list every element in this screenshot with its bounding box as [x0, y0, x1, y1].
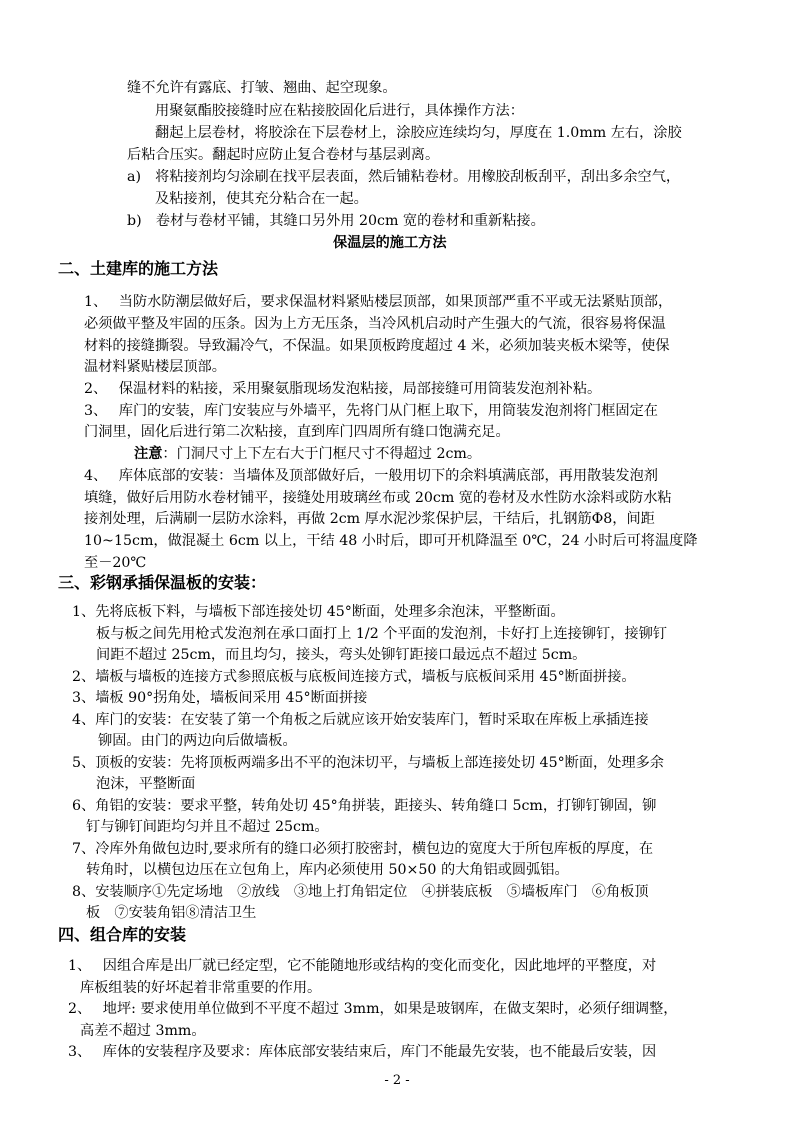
text-line: a) 将粘接剂均匀涂刷在找平层表面，然后铺粘卷材。用橡胶刮板刮平，刮出多余空气，: [127, 169, 681, 185]
text-line: 填缝，做好后用防水卷材铺平，接缝处用玻璃丝布或 20cm 宽的卷材及水性防水涂料或防水粘: [84, 490, 672, 506]
note-line: [134, 444, 481, 464]
text-line: 接剂处理，后满刷一层防水涂料，再做 2cm 厚水泥沙浆保护层，干结后，扎钢筋Φ8，间距: [84, 511, 655, 527]
text-line: 4、 库体底部的安装：当墙体及顶部做好后，一般用切下的余料填满底部，再用散装发泡剂: [84, 468, 658, 484]
note-text: ：门洞尺寸上下左右大于门框尺寸不得超过 2cm。: [162, 446, 482, 462]
text-line: 1、 因组合库是出厂就已经定型，它不能随地形或结构的变化而变化，因此地坪的平整度，对: [68, 958, 657, 974]
text-line: 铆固。由门的两边向后做墙板。: [98, 733, 297, 749]
text-line: 3、 库体的安装程序及要求：库体底部安装结束后，库门不能最先安装，也不能最后安装，因: [68, 1044, 657, 1060]
note-label: 注意: [134, 446, 163, 462]
text-line: 门洞里，固化后进行第二次粘接，直到库门四周所有缝口饱满充足。: [84, 424, 510, 440]
text-line: 间距不超过 25cm，而且均匀，接头，弯头处铆钉距接口最远点不超过 5cm。: [96, 647, 587, 663]
page-number: - 2 -: [384, 1073, 410, 1088]
text-line: 3、墙板 90°拐角处，墙板间采用 45°断面拼接: [72, 690, 368, 706]
text-line: 5、顶板的安装：先将顶板两端多出不平的泡沫切平，与墙板上部连接处切 45°断面，处理多余: [72, 755, 664, 771]
section-heading: 二、土建库的施工方法: [58, 259, 219, 278]
text-line: 1、 当防水防潮层做好后，要求保温材料紧贴楼层顶部，如果顶部严重不平或无法紧贴顶部，: [84, 294, 673, 310]
text-line: 转角时，以横包边压在立包角上，库内必须使用 50×50 的大角铝或圆弧铝。: [86, 862, 569, 878]
text-line: 翻起上层卷材，将胶涂在下层卷材上，涂胶应连续均匀，厚度在 1.0mm 左右，涂胶: [155, 125, 682, 141]
text-line: 后粘合压实。翻起时应防止复合卷材与基层剥离。: [127, 147, 440, 163]
section-heading: 三、彩钢承插保温板的安装：: [58, 573, 267, 592]
text-line: 至－20℃: [84, 555, 147, 571]
text-line: 3、 库门的安装，库门安装应与外墙平，先将门从门框上取下，用筒装发泡剂将门框固定在: [84, 403, 658, 419]
text-line: 2、 地坪: 要求使用单位做到不平度不超过 3mm，如果是玻钢库，在做支架时，必须仔细调整，: [68, 1001, 678, 1017]
text-line: 1、先将底板下料，与墙板下部连接处切 45°断面，处理多余泡沫，平整断面。: [72, 604, 565, 620]
text-line: 及粘接剂，使其充分粘合在一起。: [155, 191, 368, 207]
text-line: 钉与铆钉间距均匀并且不超过 25cm。: [86, 819, 329, 835]
text-line: 10~15cm，做混凝土 6cm 以上，干结 48 小时后，即可开机降温至 0℃，24 小时后可将温度降: [84, 533, 698, 549]
subtitle: 保温层的施工方法: [333, 235, 447, 251]
text-line: 2、墙板与墙板的连接方式参照底板与底板间连接方式，墙板与底板间采用 45°断面拼接。: [72, 669, 636, 685]
text-line: 4、库门的安装：在安装了第一个角板之后就应该开始安装库门，暂时采取在库板上承插连接: [72, 712, 649, 728]
text-line: 板与板之间先用枪式发泡剂在承口面打上 1/2 个平面的发泡剂，卡好打上连接铆钉，接铆钉: [96, 626, 667, 642]
text-line: 板 ⑦安装角铝⑧清洁卫生: [86, 905, 257, 921]
text-line: 温材料紧贴楼层顶部。: [84, 359, 226, 375]
text-line: b) 卷材与卷材平铺，其缝口另外用 20cm 宽的卷材和重新粘接。: [127, 213, 545, 229]
text-line: 8、安装顺序①先定场地 ②放线 ③地上打角铝定位 ④拼装底板 ⑤墙板库门 ⑥角板顶: [72, 884, 649, 900]
text-line: 缝不允许有露底、打皱、翘曲、起空现象。: [127, 80, 397, 96]
text-line: 2、 保温材料的粘接，采用聚氨脂现场发泡粘接，局部接缝可用筒装发泡剂补粘。: [84, 381, 602, 397]
text-line: 必须做平整及牢固的压条。因为上方无压条，当冷风机启动时产生强大的气流，很容易将保温: [84, 316, 666, 332]
text-line: 材料的接缝撕裂。导致漏冷气，不保温。如果顶板跨度超过 4 米，必须加装夹板木梁等，使保: [84, 338, 670, 354]
text-line: 用聚氨酯胶接缝时应在粘接胶固化后进行，具体操作方法：: [155, 103, 524, 119]
text-line: 库板组装的好坏起着非常重要的作用。: [80, 980, 322, 996]
text-line: 泡沫，平整断面: [96, 776, 196, 792]
text-line: 7、冷库外角做包边时,要求所有的缝口必须打胶密封，横包边的宽度大于所包库板的厚度，在: [72, 841, 654, 857]
text-line: 高差不超过 3mm。: [80, 1023, 206, 1039]
section-heading: 四、组合库的安装: [58, 925, 187, 944]
text-line: 6、角铝的安装：要求平整，转角处切 45°角拼装，距接头、转角缝口 5cm，打铆钉铆固，铆: [72, 798, 657, 814]
